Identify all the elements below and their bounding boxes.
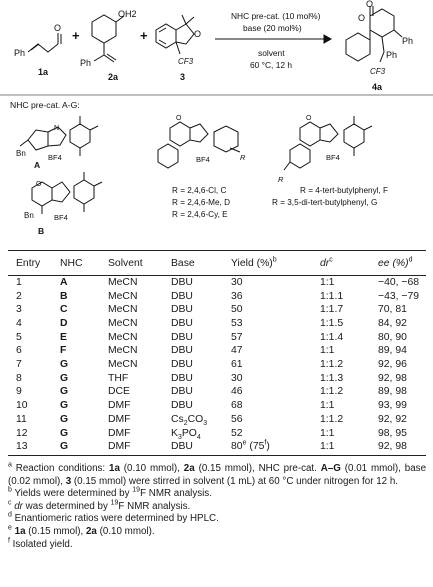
cell-dr: 1:1.2 — [320, 386, 344, 398]
table-footnotes — [8, 463, 426, 551]
arrow-condition-4: 60 °C, 12 h — [250, 60, 292, 70]
atom-label: Ph — [14, 48, 26, 58]
cell-ee: 92, 98 — [378, 372, 407, 384]
cell-solvent: MeCN — [108, 277, 138, 289]
cell-entry: 4 — [16, 318, 22, 330]
catalyst-r-groups-fg: R = 4-tert-butylphenyl, F — [300, 186, 389, 195]
cell-yield: 80e (75$^f$) — [231, 440, 320, 456]
catalyst-r-groups-ce: R = 2,4,6-Cl, C — [172, 186, 227, 195]
cell-nhc: G — [60, 440, 108, 456]
footnote-a: $^a$ Reaction conditions: 1a (0.10 mmol), 2a (0.15 mmol), NHC pre-cat. A–G (0.01 mmol), base (0.02 mmol), 3 (0.15 mmol) were stirred in solvent (1 mL) at 60 °C under nitrogen for 12 h. — [8, 461, 427, 487]
header-dr: $dr^c$ — [320, 251, 378, 276]
cell-base: DBU — [171, 318, 193, 330]
cell-yield: 57 — [231, 331, 243, 343]
catalyst-ce-structure — [158, 115, 246, 168]
cell-base: DBU — [171, 304, 193, 316]
table-row — [8, 440, 426, 456]
cell-dr: 1:1.4 — [320, 331, 344, 343]
atom-label: Ph — [402, 36, 414, 46]
atom-label: O — [36, 181, 42, 188]
table-row — [8, 289, 426, 303]
footnote-e: $^e$ 1a (0.15 mmol), 2a (0.10 mmol). — [8, 524, 155, 537]
cell-base: DBU — [171, 372, 193, 384]
atom-label: CF3 — [370, 67, 386, 76]
reactant-label-3: 3 — [180, 72, 186, 82]
cell-base: $K_3PO_4$ — [171, 427, 201, 441]
atom-label: O — [358, 13, 366, 23]
cell-dr: 1:1.2 — [320, 359, 344, 371]
atom-label: Bn — [24, 211, 34, 220]
atom-label: O — [194, 29, 202, 39]
arrow-condition-3: solvent — [258, 48, 285, 58]
cell-nhc: B — [60, 290, 68, 302]
cell-ee: 92, 96 — [378, 359, 407, 371]
reactant-label-1a: 1a — [38, 67, 49, 77]
header-solvent: Solvent — [108, 251, 171, 276]
header-ee: ee (%)$^d$ — [378, 251, 426, 276]
arrow-condition-2: base (20 mol%) — [243, 23, 302, 33]
table-row — [8, 385, 426, 399]
table-row — [8, 358, 426, 372]
atom-label: Ph — [386, 50, 398, 60]
cell-solvent: MeCN — [108, 290, 138, 302]
cell-entry: 13 — [8, 440, 60, 456]
cell-yield: 52 — [231, 427, 243, 439]
atom-label: O — [306, 115, 312, 122]
atom-label: R — [278, 175, 284, 184]
cell-nhc: G — [60, 359, 69, 371]
reactant-3-structure — [156, 15, 201, 66]
cell-yield: 30 — [231, 277, 243, 289]
table-row — [8, 413, 426, 427]
cell-dr: 1:1.5 — [320, 318, 344, 330]
cell-entry: 11 — [16, 413, 27, 425]
cell-nhc: F — [60, 345, 67, 357]
cell-nhc: A — [60, 277, 68, 289]
table-row — [8, 399, 426, 413]
cell-solvent: DMF — [108, 400, 131, 412]
header-yield: Yield (%)$^b$ — [231, 251, 320, 276]
cell-solvent: MeCN — [108, 345, 138, 357]
cell-dr: 1:1.3 — [320, 372, 344, 384]
catalyst-r-groups-ce: R = 2,4,6-Cy, E — [172, 210, 228, 219]
cell-base: DBU — [171, 277, 193, 289]
atom-label: O — [54, 23, 62, 33]
cell-nhc: C — [60, 304, 68, 316]
cell-dr: 1:1 — [320, 440, 378, 456]
footnote-f: $^f$ Isolated yield. — [8, 537, 73, 550]
footnote-d: $^d$ Enantiomeric ratios were determined by HPLC. — [8, 512, 219, 525]
header-nhc: NHC — [60, 251, 108, 276]
plus-sign: + — [140, 28, 148, 43]
cell-ee: 92, 98 — [378, 440, 426, 456]
atom-label: O — [176, 115, 182, 122]
cell-ee: 93, 99 — [378, 400, 407, 412]
cell-yield: 46 — [231, 386, 243, 398]
cell-yield: 50 — [231, 304, 243, 316]
cell-ee: 70, 81 — [378, 304, 407, 316]
catalyst-fg-structure — [278, 115, 372, 184]
header-base: Base — [171, 251, 231, 276]
table-row — [8, 317, 426, 331]
product-label-4a: 4a — [372, 82, 383, 92]
table-row — [8, 426, 426, 440]
cell-dr: 1:1.7 — [320, 304, 344, 316]
atom-label: R — [240, 153, 246, 162]
optimization-table — [8, 250, 426, 456]
cell-base: DBU — [171, 386, 193, 398]
arrow-head — [324, 35, 331, 43]
cell-nhc: G — [60, 427, 69, 439]
atom-label: BF4 — [54, 213, 68, 222]
cell-solvent: MeCN — [108, 304, 138, 316]
atom-label: O — [366, 0, 374, 9]
cell-ee: 89, 94 — [378, 345, 407, 357]
cell-solvent: DCE — [108, 386, 130, 398]
catalyst-b-structure — [24, 172, 102, 222]
footnote-c: $^c$ dr was determined by $^{19}$F NMR analysis. — [8, 499, 191, 512]
reactant-1a-structure — [14, 23, 61, 58]
cell-base: DBU — [171, 331, 193, 343]
cell-ee: −43, −79 — [378, 290, 420, 302]
atom-label: OH2 — [118, 9, 137, 19]
table-row — [8, 303, 426, 317]
cell-solvent: THF — [108, 372, 129, 384]
atom-label: BF4 — [326, 153, 340, 162]
cell-nhc: D — [60, 318, 68, 330]
cell-solvent: DMF — [108, 413, 131, 425]
catalyst-label-a: A — [34, 160, 41, 170]
cell-base: DBU — [171, 440, 231, 456]
cell-yield: 36 — [231, 290, 243, 302]
catalyst-r-groups-fg: R = 3,5-di-tert-butylphenyl, G — [272, 198, 378, 207]
cell-entry: 12 — [16, 427, 28, 439]
atom-label: BF4 — [48, 153, 62, 162]
plus-sign: + — [72, 28, 80, 43]
atom-label: BF4 — [196, 155, 210, 164]
cell-ee: −40, −68 — [378, 277, 420, 289]
atom-label: Ph — [80, 58, 92, 68]
cell-nhc: E — [60, 331, 67, 343]
cell-solvent: MeCN — [108, 359, 138, 371]
reactant-label-2a: 2a — [108, 72, 119, 82]
arrow-condition-1: NHC pre-cat. (10 mol%) — [231, 11, 321, 21]
reaction-scheme — [0, 0, 433, 250]
cell-yield: 47 — [231, 345, 243, 357]
catalyst-a-structure — [16, 116, 98, 162]
table-row — [8, 276, 426, 290]
cell-ee: 98, 95 — [378, 427, 407, 439]
cell-entry: 1 — [16, 277, 22, 289]
cell-entry: 9 — [16, 386, 22, 398]
cell-dr: 1:1.1 — [320, 290, 344, 302]
cell-base: $Cs_2CO_3$ — [171, 413, 208, 427]
cell-entry: 2 — [16, 290, 22, 302]
cell-dr: 1:1 — [320, 345, 335, 357]
catalyst-r-groups-ce: R = 2,4,6-Me, D — [172, 198, 231, 207]
reactant-2a-structure — [80, 9, 137, 68]
cell-solvent: MeCN — [108, 331, 138, 343]
cell-nhc: G — [60, 400, 69, 412]
cell-entry: 7 — [16, 359, 22, 371]
cell-solvent: MeCN — [108, 318, 138, 330]
cell-ee: 89, 98 — [378, 386, 407, 398]
cell-base: DBU — [171, 290, 193, 302]
cell-dr: 1:1 — [320, 400, 335, 412]
atom-label: N — [54, 125, 60, 132]
catalyst-header: NHC pre-cat. A-G: — [10, 100, 80, 110]
table-row — [8, 344, 426, 358]
product-4a-structure — [346, 0, 413, 76]
cell-nhc: G — [60, 372, 69, 384]
header-entry: Entry — [8, 251, 60, 276]
cell-solvent: DMF — [108, 427, 131, 439]
cell-entry: 3 — [16, 304, 22, 316]
cell-entry: 8 — [16, 372, 22, 384]
atom-label: CF3 — [178, 57, 194, 66]
cell-dr: 1:1 — [320, 427, 335, 439]
atom-label: Bn — [16, 149, 26, 158]
cell-base: DBU — [171, 400, 193, 412]
cell-dr: 1:1 — [320, 277, 335, 289]
cell-yield: 30 — [231, 372, 243, 384]
cell-ee: 84, 92 — [378, 318, 407, 330]
cell-base: DBU — [171, 345, 193, 357]
cell-ee: 80, 90 — [378, 331, 407, 343]
cell-ee: 92, 92 — [378, 413, 407, 425]
footnote-b: $^b$ Yields were determined by $^{19}$F NMR analysis. — [8, 486, 212, 500]
cell-yield: 56 — [231, 413, 243, 425]
cell-yield: 53 — [231, 318, 243, 330]
cell-yield: 68 — [231, 400, 243, 412]
cell-base: DBU — [171, 359, 193, 371]
table-row — [8, 330, 426, 344]
cell-entry: 6 — [16, 345, 22, 357]
cell-nhc: G — [60, 386, 69, 398]
cell-nhc: G — [60, 413, 69, 425]
catalyst-label-b: B — [38, 226, 45, 236]
cell-entry: 10 — [16, 400, 28, 412]
cell-solvent: DMF — [108, 440, 171, 456]
cell-entry: 5 — [16, 331, 22, 343]
table-header-row — [8, 251, 426, 276]
table-row — [8, 372, 426, 386]
cell-yield: 61 — [231, 359, 243, 371]
cell-dr: 1:1.2 — [320, 413, 344, 425]
